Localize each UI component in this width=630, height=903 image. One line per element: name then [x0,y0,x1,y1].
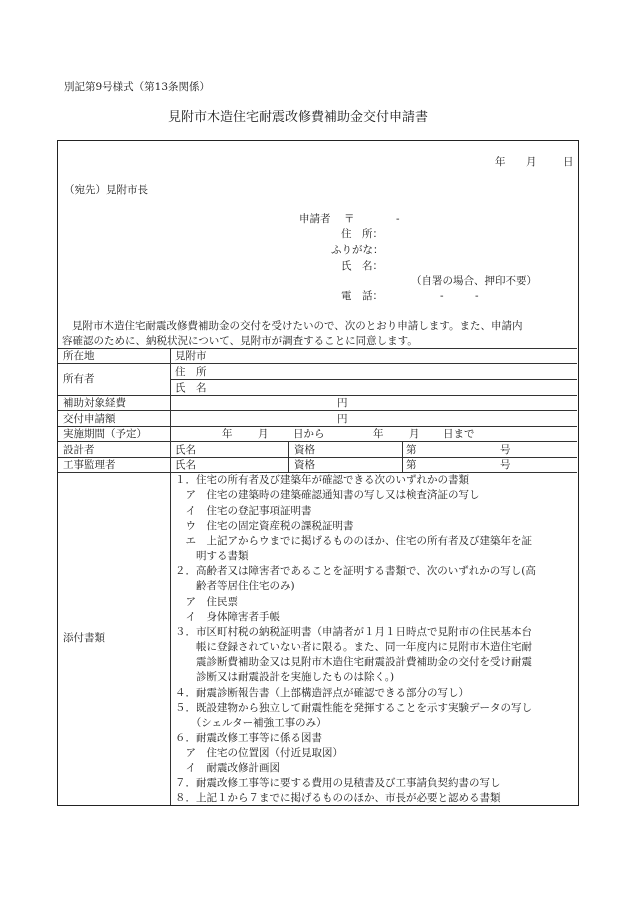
name-label: 氏 名： [341,260,383,272]
designer-name-col: 氏名 [175,444,196,456]
attachment-item: 診断又は耐震設計を実施したものは除く。) [175,671,395,683]
table-line [58,426,577,427]
table-line [58,410,577,411]
attachment-item: ウ 住宅の固定資産税の課税証明書 [175,520,354,532]
table-line [58,457,577,458]
grant-amount-yen: 円 [337,413,348,425]
subsidy-cost-label: 補助対象経費 [63,397,126,409]
postal-mark: 〒 [344,213,355,225]
designer-label: 設計者 [63,444,95,456]
designer-number-suffix: 号 [500,444,511,456]
attachment-item: イ 住宅の登記事項証明書 [175,505,312,517]
designer-qualification-col: 資格 [294,444,315,456]
attachment-item: 明する書類 [175,550,249,562]
table-line [58,441,577,442]
owner-label: 所有者 [63,373,95,385]
attachment-item: ア 住宅の建築時の建築確認通知書の写し又は検査済証の写し [175,489,480,501]
supervisor-qualification-col: 資格 [294,459,315,471]
attachment-item: イ 耐震改修計画図 [175,762,280,774]
owner-address-label: 住 所 [175,366,207,378]
attachments-label: 添付書類 [63,632,105,644]
attachment-item: ４．耐震診断報告書（上部構造評点が確認できる部分の写し） [175,687,469,699]
period-to: 日まで [443,428,475,440]
table-top-line [58,348,577,349]
page-title: 見附市木造住宅耐震改修費補助金交付申請書 [168,110,429,125]
applicant-label: 申請者 [299,213,331,225]
supervisor-number-suffix: 号 [500,459,511,471]
period-label: 実施期間（予定） [63,428,147,440]
phone-label: 電 話： [341,290,383,302]
form-frame [57,140,579,806]
table-line [170,379,577,380]
signature-note: （自署の場合、押印不要） [411,275,537,287]
owner-name-label: 氏 名 [175,382,207,394]
attachment-item: エ 上記アからウまでに掲げるもののほか、住宅の所有者及び建築年を証 [175,535,532,547]
period-month-1: 月 [258,428,269,440]
attachment-item: ５．既設建物から独立して耐震性能を発揮することを示す実験データの写し [175,702,532,714]
addressee: （宛先）見附市長 [64,184,148,196]
grant-amount-label: 交付申請額 [63,413,116,425]
furigana-label: ふりがな： [331,244,384,256]
attachment-item: 齢者等居住住宅のみ) [175,580,295,592]
period-year-1: 年 [222,428,233,440]
postal-dash: - [396,213,400,225]
date-day: 日 [563,156,574,168]
address-label: 住 所： [341,228,383,240]
table-line [58,472,577,473]
designer-number-prefix: 第 [406,444,417,456]
attachment-item: イ 身体障害者手帳 [175,611,280,623]
subsidy-cost-yen: 円 [337,397,348,409]
form-number: 別記第9号様式（第13条関係） [64,81,211,93]
period-month-2: 月 [409,428,420,440]
attachment-item: 震診断費補助金又は見附市木造住宅耐震設計費補助金の交付を受け耐震 [175,656,532,668]
attachment-item: （シェルター補強工事のみ） [175,717,327,729]
phone-dashes: - - [440,290,479,302]
location-label: 所在地 [63,350,95,362]
statement-line-2: 容確認のために、納税状況について、見附市が調査することに同意します。 [62,335,418,347]
attachment-item: ６．耐震改修工事等に係る図書 [175,732,322,744]
table-column-divider [402,441,403,472]
location-value: 見附市 [175,350,207,362]
period-from: 日から [293,428,325,440]
attachment-item: ア 住宅の位置図（付近見取図） [175,747,343,759]
table-line [58,363,577,364]
attachment-item: １．住宅の所有者及び建築年が確認できる次のいずれかの書類 [175,474,469,486]
date-month: 月 [526,156,537,168]
date-year: 年 [495,156,506,168]
attachment-item: ア 住民票 [175,596,238,608]
supervisor-name-col: 氏名 [175,459,196,471]
supervisor-label: 工事監理者 [63,459,116,471]
table-column-divider [288,441,289,472]
attachment-item: ３．市区町村税の納税証明書（申請者が１月１日時点で見附市の住民基本台 [175,626,532,638]
table-line [58,395,577,396]
table-column-divider [170,348,171,805]
supervisor-number-prefix: 第 [406,459,417,471]
period-year-2: 年 [373,428,384,440]
statement-line-1: 見附市木造住宅耐震改修費補助金の交付を受けたいので、次のとおり申請します。また、申請内 [72,320,523,332]
attachment-item: ７．耐震改修工事等に要する費用の見積書及び工事請負契約書の写し [175,777,501,789]
attachment-item: ８．上記１から７までに掲げるもののほか、市長が必要と認める書類 [175,792,501,804]
attachment-item: ２．高齢者又は障害者であることを証明する書類で、次のいずれかの写し(高 [175,565,536,577]
attachment-item: 帳に登録されていない者に限る。また、同一年度内に見附市木造住宅耐 [175,641,532,653]
